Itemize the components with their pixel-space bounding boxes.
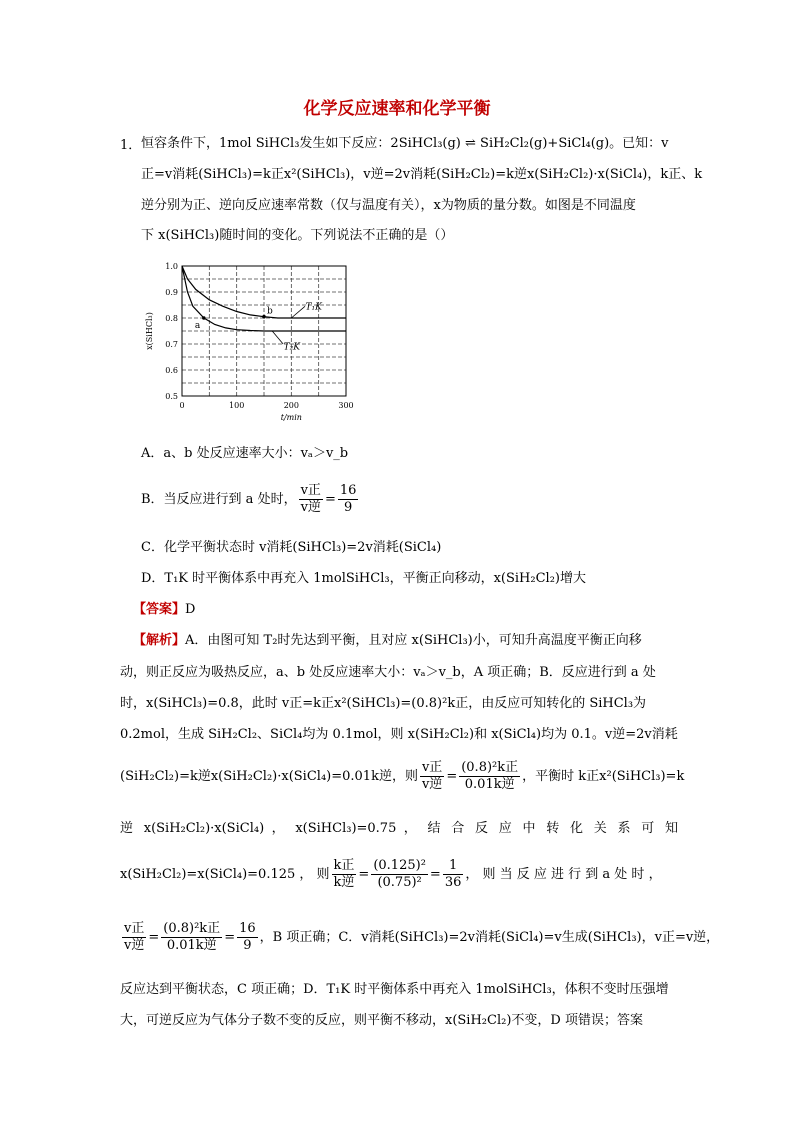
x-tick-label: 100 bbox=[229, 401, 245, 410]
frac-num: v正 bbox=[421, 760, 443, 775]
answer-value: D bbox=[185, 602, 196, 617]
analysis-text: A．由图可知 T₂时先达到平衡，且对应 x(SiHCl₃)小，可知升高温度平衡正向移 bbox=[185, 633, 642, 648]
analysis-line-9: 反应达到平衡状态，C 项正确；D．T₁K 时平衡体系中再充入 1molSiHCl₃，体积不变时压强增 bbox=[120, 982, 669, 997]
x-tick-label: 300 bbox=[338, 401, 354, 410]
fraction bbox=[122, 921, 146, 954]
analysis-text: ，平衡时 k正x²(SiHCl₃)=k bbox=[522, 769, 685, 784]
fraction bbox=[161, 921, 222, 954]
stem-line-4: 下 x(SiHCl₃)随时间的变化。下列说法不正确的是（） bbox=[141, 228, 454, 243]
equals-sign: = bbox=[429, 867, 441, 882]
fraction bbox=[443, 858, 464, 891]
y-tick-label: 0.6 bbox=[165, 366, 178, 375]
frac-num: v正 bbox=[124, 921, 145, 936]
frac-den: 9 bbox=[243, 938, 252, 953]
answer-label: 【答案】 bbox=[133, 602, 186, 617]
frac-den: 36 bbox=[444, 875, 462, 890]
stem-line-3: 逆分别为正、逆向反应速率常数（仅与温度有关），x为物质的量分数。如图是不同温度 bbox=[141, 198, 636, 213]
frac-den: 0.01k逆 bbox=[464, 777, 515, 792]
frac-den: 0.01k逆 bbox=[166, 938, 217, 953]
frac-num: (0.8)²k正 bbox=[163, 921, 221, 936]
frac-num: 16 bbox=[339, 483, 357, 498]
option-d: D．T₁K 时平衡体系中再充入 1molSiHCl₃，平衡正向移动，x(SiH₂Cl₂)增大 bbox=[141, 571, 586, 586]
frac-den: k逆 bbox=[333, 875, 355, 890]
analysis-line-6: 逆 x(SiH₂Cl₂)·x(SiCl₄) ， x(SiHCl₃)=0.75 ， 结 合 反 应 中 转 化 关 系 可 知 bbox=[120, 821, 678, 836]
equals-sign: = bbox=[148, 930, 160, 945]
equals-sign: = bbox=[224, 930, 236, 945]
analysis-text: (SiH₂Cl₂)=k逆x(SiH₂Cl₂)·x(SiCl₄)=0.01k逆，则 bbox=[120, 769, 418, 784]
fraction bbox=[237, 921, 258, 954]
y-tick-label: 1.0 bbox=[165, 262, 178, 271]
option-c: C．化学平衡状态时 v消耗(SiHCl₃)=2v消耗(SiCl₄) bbox=[141, 540, 442, 555]
fraction bbox=[332, 858, 357, 891]
answer-line bbox=[133, 600, 195, 620]
equals-sign: = bbox=[324, 492, 336, 507]
question-number: 1． bbox=[120, 138, 142, 153]
option-b-fraction-right bbox=[338, 483, 359, 516]
series-2-leader bbox=[272, 331, 283, 344]
frac-den: v逆 bbox=[300, 500, 321, 515]
analysis-line-5 bbox=[120, 757, 685, 797]
analysis-line-10: 大，可逆反应为气体分子数不变的反应，则平衡不移动，x(SiH₂Cl₂)不变，D 项错误；答案 bbox=[120, 1013, 643, 1028]
y-tick-label: 0.5 bbox=[165, 392, 178, 401]
fraction bbox=[420, 760, 444, 793]
fraction bbox=[459, 760, 520, 793]
point-label-b: b bbox=[267, 306, 273, 317]
analysis-line-7 bbox=[120, 855, 678, 895]
frac-num: v正 bbox=[300, 483, 321, 498]
point-a bbox=[202, 316, 206, 320]
analysis-line-4: 0.2mol，生成 SiH₂Cl₂、SiCl₄均为 0.1mol，则 x(SiH₂Cl₂)和 x(SiCl₄)均为 0.1。v逆=2v消耗 bbox=[120, 727, 678, 742]
equals-sign: = bbox=[446, 769, 458, 784]
frac-num: 1 bbox=[443, 858, 464, 875]
analysis-label: 【解析】 bbox=[133, 633, 186, 648]
analysis-line-8 bbox=[120, 918, 720, 958]
option-b bbox=[141, 480, 360, 520]
stem-line-2: 正=v消耗(SiHCl₃)=k正x²(SiHCl₃)，v逆=2v消耗(SiH₂Cl₂)=k逆x(SiH₂Cl₂)·x(SiCl₄)，k正、k bbox=[141, 167, 703, 182]
x-axis-label: t/min bbox=[280, 413, 302, 422]
series-2-label: T₂K bbox=[283, 342, 301, 353]
analysis-text: x(SiH₂Cl₂)=x(SiCl₄)=0.125 ， 则 bbox=[120, 867, 330, 882]
frac-num: (0.125)² bbox=[373, 858, 426, 873]
option-b-text: B．当反应进行到 a 处时， bbox=[141, 492, 297, 507]
analysis-line-2: 动，则正反应为吸热反应，a、b 处反应速率大小：vₐ＞v_b，A 项正确；B．反应进行到 a 处 bbox=[120, 665, 656, 680]
frac-den: 9 bbox=[343, 500, 353, 515]
y-tick-label: 0.7 bbox=[165, 340, 178, 349]
equals-sign: = bbox=[358, 867, 370, 882]
analysis-text: ， 则 当 反 应 进 行 到 a 处 时 ， bbox=[465, 867, 662, 882]
x-sihcl3-vs-time-chart bbox=[140, 258, 370, 430]
option-a: A．a、b 处反应速率大小：vₐ＞v_b bbox=[141, 446, 349, 461]
point-label-a: a bbox=[194, 321, 201, 331]
fraction bbox=[371, 858, 428, 891]
frac-num: (0.8)²k正 bbox=[461, 760, 519, 775]
analysis-line-1 bbox=[133, 631, 642, 651]
frac-num: k正 bbox=[333, 858, 355, 873]
frac-den: v逆 bbox=[124, 938, 145, 953]
point-b bbox=[262, 315, 266, 319]
frac-den: v逆 bbox=[421, 777, 443, 792]
y-tick-label: 0.8 bbox=[165, 314, 178, 323]
option-b-fraction-left bbox=[299, 483, 323, 516]
stem-line-1: 恒容条件下，1mol SiHCl₃发生如下反应：2SiHCl₃(g) ⇌ SiH₂Cl₂(g)+SiCl₄(g)。已知：v bbox=[141, 136, 669, 151]
x-tick-label: 200 bbox=[283, 401, 299, 410]
frac-num: 16 bbox=[239, 921, 256, 936]
page-title: 化学反应速率和化学平衡 bbox=[303, 99, 491, 119]
series-1-leader bbox=[291, 306, 305, 318]
x-tick-label: 0 bbox=[179, 401, 185, 410]
analysis-text: ，B 项正确；C．v消耗(SiHCl₃)=2v消耗(SiCl₄)=v生成(SiHCl₃)，v正=v逆， bbox=[259, 930, 720, 945]
series-1-label: T₁K bbox=[305, 302, 322, 313]
y-axis-label: x(SiHCl₃) bbox=[145, 312, 154, 350]
y-tick-label: 0.9 bbox=[165, 288, 178, 297]
analysis-line-3: 时，x(SiHCl₃)=0.8，此时 v正=k正x²(SiHCl₃)=(0.8)²k正，由反应可知转化的 SiHCl₃为 bbox=[120, 696, 647, 711]
frac-den: (0.75)² bbox=[377, 875, 422, 890]
